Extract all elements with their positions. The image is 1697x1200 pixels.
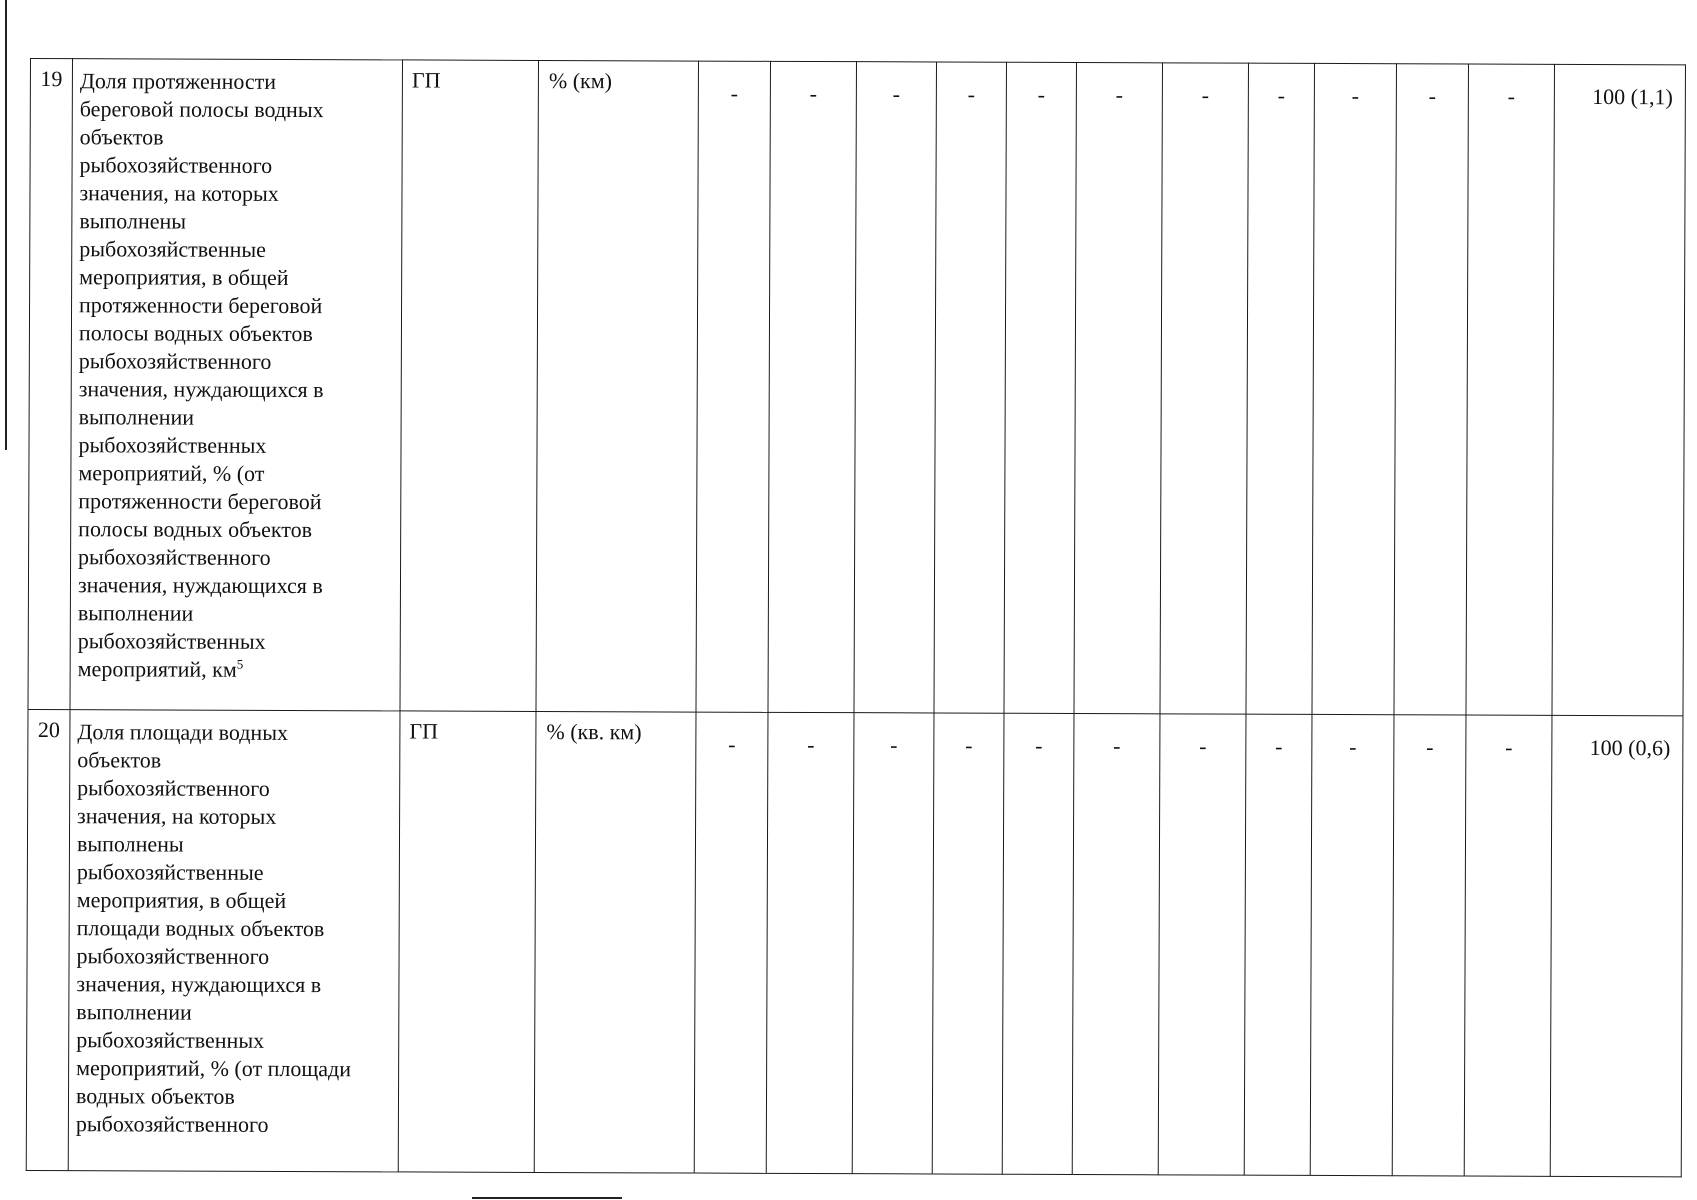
- value-cell: -: [852, 713, 934, 1174]
- row-number: 20: [26, 709, 70, 1170]
- target-value-cell: 100 (0,6): [1550, 715, 1683, 1176]
- value-cell: -: [1464, 715, 1552, 1176]
- table-row: [28, 59, 1685, 716]
- value-cell: -: [1466, 64, 1554, 715]
- footnote-separator-line: [472, 1197, 622, 1199]
- value-cell: -: [696, 61, 770, 712]
- value-cell: -: [1074, 63, 1162, 714]
- value-cell: -: [1072, 714, 1160, 1175]
- target-value-cell: 100 (1,1): [1552, 64, 1685, 715]
- value-cell: -: [1310, 714, 1394, 1175]
- value-cell: -: [932, 713, 1004, 1174]
- value-cell: -: [1394, 64, 1468, 715]
- value-cell: -: [1158, 714, 1246, 1175]
- value-cell: -: [1312, 63, 1396, 714]
- value-cell: -: [768, 61, 856, 712]
- value-cell: -: [1004, 62, 1076, 713]
- value-cell: -: [1246, 63, 1314, 714]
- value-cell: -: [766, 712, 854, 1173]
- program-cell: ГП: [398, 711, 536, 1173]
- footnote-mark: 5: [236, 656, 244, 672]
- indicator-name: Доля протяженности береговой полосы водных объектов рыбохозяйственного значения, на которых выполнены рыбохозяйственные мероприятия, в общей протяженности береговой полосы водных объектов рыбохозяйственного значения, нуждающихся в выполнении рыбохозяйственных мероприятий, % (от протяженности береговой полосы водных объектов рыбохозяйственного значения, нуждающихся в выполнении рыбохозяйственных мероприятий, км: [77, 68, 324, 682]
- value-cell: -: [694, 712, 768, 1173]
- value-cell: -: [1160, 63, 1248, 714]
- value-cell: -: [854, 62, 936, 713]
- indicator-name-cell: [68, 710, 400, 1172]
- unit-cell: % (кв. км): [534, 711, 696, 1173]
- value-cell: -: [1002, 713, 1074, 1174]
- indicator-name: Доля площади водных объектов рыбохозяйственного значения, на которых выполнены рыбохозяйственные мероприятия, в общей площади водных объектов рыбохозяйственного значения, нуждающихся в выполнении рыбохозяйственных мероприятий, % (от площади водных объектов рыбохозяйственного: [75, 719, 352, 1137]
- value-cell: -: [934, 62, 1006, 713]
- value-cell: -: [1392, 715, 1466, 1176]
- page-left-edge-line: [5, 0, 7, 450]
- indicators-table: [26, 58, 1686, 1177]
- table-row: [26, 709, 1683, 1176]
- value-cell: -: [1244, 714, 1312, 1175]
- program-cell: ГП: [400, 60, 538, 712]
- row-number: 19: [28, 59, 72, 710]
- indicator-name-cell: [70, 59, 402, 711]
- unit-cell: % (км): [536, 60, 698, 712]
